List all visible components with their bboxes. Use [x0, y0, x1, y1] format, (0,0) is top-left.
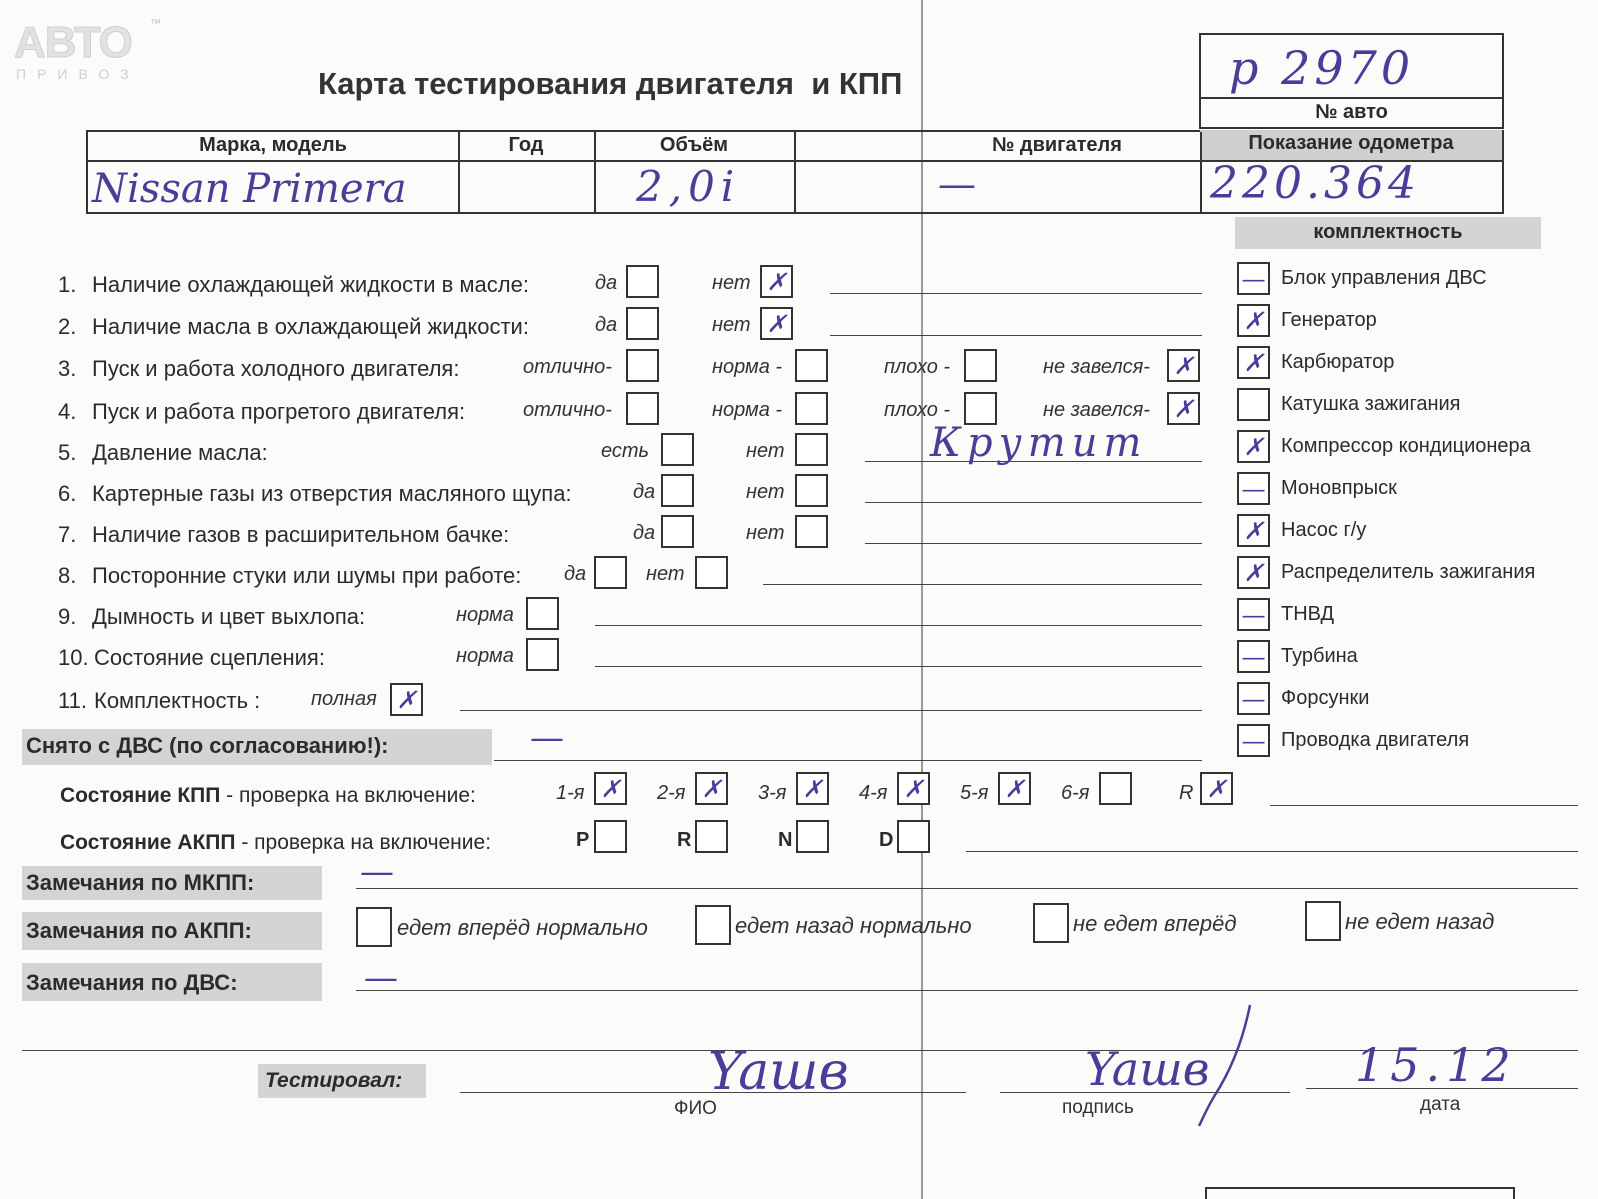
kpp-label-rest: - проверка на включение:	[220, 784, 476, 807]
odometer-value: 220.364	[1210, 158, 1420, 209]
remarks-mkpp-label: Замечания по МКПП:	[26, 870, 255, 895]
kit-checkbox[interactable]	[1237, 724, 1270, 757]
akpp-remark-checkbox[interactable]	[1033, 903, 1069, 943]
mode-checkbox[interactable]	[695, 820, 728, 853]
option-checkbox[interactable]	[1167, 392, 1200, 425]
car-number-separator	[1201, 97, 1502, 99]
kit-checkbox[interactable]	[1237, 262, 1270, 295]
date-line	[1306, 1088, 1578, 1089]
logo-main: АВТО	[14, 18, 132, 67]
kpp-label	[60, 784, 476, 808]
option-label: норма -	[712, 356, 783, 378]
kit-label: Карбюратор	[1281, 351, 1395, 373]
item-text: Комплектность :	[94, 688, 261, 713]
option-label: нет	[646, 563, 685, 585]
option-checkbox[interactable]	[661, 474, 694, 507]
kit-mark: —	[1241, 642, 1266, 671]
option-mark	[596, 558, 625, 587]
option-mark	[797, 351, 826, 380]
kit-mark: ✗	[1243, 558, 1264, 587]
option-label: полная	[311, 688, 377, 710]
akpp-label	[60, 831, 491, 855]
oil-pressure-note: Крутит	[930, 420, 1148, 466]
option-label: да	[595, 272, 618, 294]
option-checkbox[interactable]	[964, 349, 997, 382]
option-mark	[966, 351, 995, 380]
kit-label: Форсунки	[1281, 687, 1370, 709]
gear-label: 4-я	[859, 782, 888, 804]
name-caption: ФИО	[674, 1098, 717, 1119]
kpp-line	[1270, 805, 1578, 806]
item-text: Пуск и работа прогретого двигателя:	[92, 399, 466, 424]
akpp-label-rest: - проверка на включение:	[235, 831, 492, 854]
car-number-box	[1199, 33, 1504, 129]
engine-no-value: —	[938, 162, 976, 206]
option-label: есть	[601, 440, 650, 462]
kit-label: Катушка зажигания	[1281, 393, 1461, 415]
option-checkbox[interactable]	[661, 515, 694, 548]
item-number: 8.	[58, 563, 77, 588]
kit-label: Распределитель зажигания	[1281, 561, 1536, 583]
removed-line	[494, 760, 1202, 761]
option-label: да	[633, 481, 656, 503]
remarks-mkpp-line	[356, 888, 1578, 889]
akpp-remark-option: не едет назад	[1345, 909, 1495, 934]
header-col-odometer: Показание одометра	[1248, 132, 1454, 154]
option-label: норма	[456, 604, 514, 626]
gear-label: 2-я	[657, 782, 686, 804]
gear-label: 3-я	[758, 782, 787, 804]
mode-checkbox[interactable]	[796, 820, 829, 853]
kit-checkbox[interactable]	[1237, 388, 1270, 421]
kit-checkbox[interactable]	[1237, 598, 1270, 631]
kit-mark: —	[1241, 726, 1266, 755]
kit-checkbox[interactable]	[1237, 304, 1270, 337]
item-text: Пуск и работа холодного двигателя:	[92, 356, 460, 381]
gear-checkbox[interactable]	[897, 772, 930, 805]
header-divider	[794, 132, 796, 212]
akpp-remark-option: едет вперёд нормально	[397, 915, 648, 940]
kit-label: Компрессор кондиционера	[1281, 435, 1531, 457]
option-checkbox[interactable]	[626, 307, 659, 340]
mode-label: R	[677, 829, 692, 851]
item-number: 11.	[58, 688, 87, 713]
option-checkbox[interactable]	[526, 638, 559, 671]
akpp-remark-checkbox[interactable]	[356, 907, 392, 947]
gear-checkbox[interactable]	[998, 772, 1031, 805]
akpp-remark-checkbox[interactable]	[1305, 901, 1341, 941]
item-text: Наличие охлаждающей жидкости в масле:	[92, 272, 529, 297]
remarks-dvs-value: —	[364, 958, 398, 998]
item-text: Наличие масла в охлаждающей жидкости:	[92, 314, 529, 339]
option-mark: ✗	[766, 267, 787, 296]
option-mark	[628, 351, 657, 380]
mode-mark	[798, 822, 827, 851]
option-label: не завелся-	[1043, 356, 1150, 378]
header-col-year: Год	[508, 134, 544, 156]
kit-checkbox[interactable]	[1237, 346, 1270, 379]
volume-value: 2,0i	[636, 162, 741, 211]
option-checkbox[interactable]	[626, 349, 659, 382]
removed-label: Снято с ДВС (по согласованию!):	[26, 733, 389, 758]
remarks-dvs-label: Замечания по ДВС:	[26, 970, 238, 995]
kit-label: Блок управления ДВС	[1281, 267, 1487, 289]
answer-line	[460, 710, 1202, 711]
kit-checkbox[interactable]	[1237, 556, 1270, 589]
gear-label: R	[1179, 782, 1194, 804]
kit-label: Насос г/у	[1281, 519, 1367, 541]
option-label: да	[595, 314, 618, 336]
option-label: нет	[712, 272, 751, 294]
option-label: нет	[746, 522, 785, 544]
option-mark	[697, 558, 726, 587]
option-checkbox[interactable]	[795, 433, 828, 466]
remarks-mkpp-value: —	[360, 852, 394, 892]
option-checkbox[interactable]	[626, 265, 659, 298]
option-label: отлично-	[523, 356, 612, 378]
item-number: 5.	[58, 440, 77, 465]
logo	[14, 18, 161, 88]
gear-mark: ✗	[802, 774, 823, 803]
option-checkbox[interactable]	[795, 349, 828, 382]
option-label: да	[564, 563, 587, 585]
kit-label: ТНВД	[1281, 603, 1335, 625]
option-mark	[663, 517, 692, 546]
gear-checkbox[interactable]	[695, 772, 728, 805]
mode-checkbox[interactable]	[897, 820, 930, 853]
header-col-engine-no: № двигателя	[992, 134, 1122, 156]
option-checkbox[interactable]	[795, 392, 828, 425]
option-mark	[797, 476, 826, 505]
option-label: не завелся-	[1043, 399, 1150, 421]
option-checkbox[interactable]	[695, 556, 728, 589]
signature: Yaшв	[1085, 1042, 1210, 1096]
answer-line	[830, 335, 1202, 336]
option-mark	[628, 394, 657, 423]
gear-checkbox[interactable]	[796, 772, 829, 805]
kit-checkbox[interactable]	[1237, 430, 1270, 463]
signature-line	[1000, 1092, 1290, 1093]
mode-label: D	[879, 829, 894, 851]
gear-mark: ✗	[1004, 774, 1025, 803]
test-date: 15.12	[1355, 1038, 1517, 1092]
item-number: 6.	[58, 481, 77, 506]
option-mark	[966, 394, 995, 423]
item-text: Давление масла:	[92, 440, 268, 465]
kpp-label-bold: Состояние КПП	[60, 784, 221, 807]
mode-mark	[596, 822, 625, 851]
mode-mark	[697, 822, 726, 851]
kit-mark: —	[1241, 264, 1266, 293]
item-number: 7.	[58, 522, 77, 547]
kit-label: Проводка двигателя	[1281, 729, 1470, 751]
option-label: нет	[746, 440, 785, 462]
option-checkbox[interactable]	[760, 307, 793, 340]
gear-checkbox[interactable]	[594, 772, 627, 805]
option-checkbox[interactable]	[795, 515, 828, 548]
kit-mark: ✗	[1243, 306, 1264, 335]
option-label: отлично-	[523, 399, 612, 421]
option-mark: ✗	[396, 685, 417, 714]
gear-mark: ✗	[1206, 774, 1227, 803]
kit-header: комплектность	[1313, 221, 1463, 243]
logo-sub: ПРИВОЗ	[16, 66, 140, 82]
option-mark	[663, 476, 692, 505]
option-checkbox[interactable]	[626, 392, 659, 425]
gear-checkbox[interactable]	[1200, 772, 1233, 805]
kit-checkbox[interactable]	[1237, 640, 1270, 673]
header-divider	[594, 132, 596, 212]
answer-line	[830, 293, 1202, 294]
option-checkbox[interactable]	[1167, 349, 1200, 382]
akpp-label-bold: Состояние АКПП	[60, 831, 236, 854]
option-checkbox[interactable]	[661, 433, 694, 466]
kit-checkbox[interactable]	[1237, 514, 1270, 547]
gear-mark: ✗	[600, 774, 621, 803]
option-label: плохо -	[884, 399, 951, 421]
akpp-remark-option: едет назад нормально	[735, 913, 972, 938]
mode-checkbox[interactable]	[594, 820, 627, 853]
item-text: Посторонние стуки или шумы при работе:	[92, 563, 522, 588]
page-title: Карта тестирования двигателя и КПП	[318, 66, 903, 101]
option-mark	[663, 435, 692, 464]
option-mark: ✗	[766, 309, 787, 338]
mode-label: N	[778, 829, 793, 851]
akpp-remark-option: не едет вперёд	[1073, 911, 1237, 936]
kit-checkbox[interactable]	[1237, 682, 1270, 715]
removed-value: —	[530, 718, 564, 758]
option-label: да	[633, 522, 656, 544]
name-line	[460, 1092, 966, 1093]
kit-mark	[1239, 390, 1268, 419]
gear-label: 6-я	[1061, 782, 1090, 804]
mode-mark	[899, 822, 928, 851]
item-text: Состояние сцепления:	[94, 645, 325, 670]
item-number: 4.	[58, 399, 77, 424]
kit-mark: —	[1241, 600, 1266, 629]
header-col-volume: Объём	[659, 134, 729, 156]
kit-mark: ✗	[1243, 432, 1264, 461]
item-number: 9.	[58, 604, 77, 629]
option-checkbox[interactable]	[390, 683, 423, 716]
gear-mark	[1101, 774, 1130, 803]
item-text: Наличие газов в расширительном бачке:	[92, 522, 510, 547]
option-checkbox[interactable]	[594, 556, 627, 589]
option-mark	[797, 517, 826, 546]
option-label: плохо -	[884, 356, 951, 378]
kit-mark: ✗	[1243, 348, 1264, 377]
logo-tm: ™	[150, 18, 161, 30]
car-number-value: р 2970	[1229, 41, 1415, 95]
akpp-remark-checkbox[interactable]	[695, 905, 731, 945]
option-label: норма	[456, 645, 514, 667]
answer-line	[865, 502, 1202, 503]
option-checkbox[interactable]	[795, 474, 828, 507]
remarks-akpp-label: Замечания по АКПП:	[26, 918, 252, 943]
gear-mark: ✗	[701, 774, 722, 803]
item-number: 10.	[58, 645, 89, 670]
car-number-label: № авто	[1315, 101, 1388, 123]
tested-label: Тестировал:	[265, 1069, 403, 1092]
option-checkbox[interactable]	[760, 265, 793, 298]
header-divider	[458, 132, 460, 212]
item-text: Картерные газы из отверстия масляного щупа:	[92, 481, 572, 506]
kit-label: Генератор	[1281, 309, 1377, 331]
gear-checkbox[interactable]	[1099, 772, 1132, 805]
option-mark: ✗	[1173, 351, 1194, 380]
option-mark	[628, 267, 657, 296]
mode-label: P	[576, 829, 590, 851]
kit-mark: —	[1241, 474, 1266, 503]
option-mark: ✗	[1173, 394, 1194, 423]
option-label: нет	[746, 481, 785, 503]
answer-line	[595, 625, 1202, 626]
kit-mark: ✗	[1243, 516, 1264, 545]
date-caption: дата	[1420, 1094, 1461, 1115]
kit-mark: —	[1241, 684, 1266, 713]
item-text: Дымность и цвет выхлопа:	[92, 604, 366, 629]
signature-caption: подпись	[1062, 1097, 1134, 1118]
option-mark	[528, 640, 557, 669]
signature-flourish	[1195, 1000, 1255, 1130]
option-mark	[797, 394, 826, 423]
remarks-dvs-line	[356, 990, 1578, 991]
option-mark	[628, 309, 657, 338]
akpp-line	[966, 851, 1578, 852]
header-col-model: Марка, модель	[199, 134, 347, 156]
kit-checkbox[interactable]	[1237, 472, 1270, 505]
header-table	[86, 130, 1504, 214]
answer-line	[865, 543, 1202, 544]
item-number: 3.	[58, 356, 77, 381]
gear-mark: ✗	[903, 774, 924, 803]
option-label: норма -	[712, 399, 783, 421]
gear-label: 5-я	[960, 782, 989, 804]
model-value: Nissan Primera	[92, 166, 407, 212]
item-number: 1.	[58, 272, 77, 297]
bottom-box-edge	[1205, 1187, 1515, 1199]
kit-label: Турбина	[1281, 645, 1358, 667]
option-checkbox[interactable]	[526, 597, 559, 630]
option-mark	[797, 435, 826, 464]
option-label: нет	[712, 314, 751, 336]
kit-label: Моновпрыск	[1281, 477, 1397, 499]
item-number: 2.	[58, 314, 77, 339]
header-divider	[1200, 132, 1202, 212]
answer-line	[595, 666, 1202, 667]
tester-name: Yaшв	[708, 1042, 849, 1102]
option-mark	[528, 599, 557, 628]
gear-label: 1-я	[556, 782, 585, 804]
answer-line	[763, 584, 1202, 585]
